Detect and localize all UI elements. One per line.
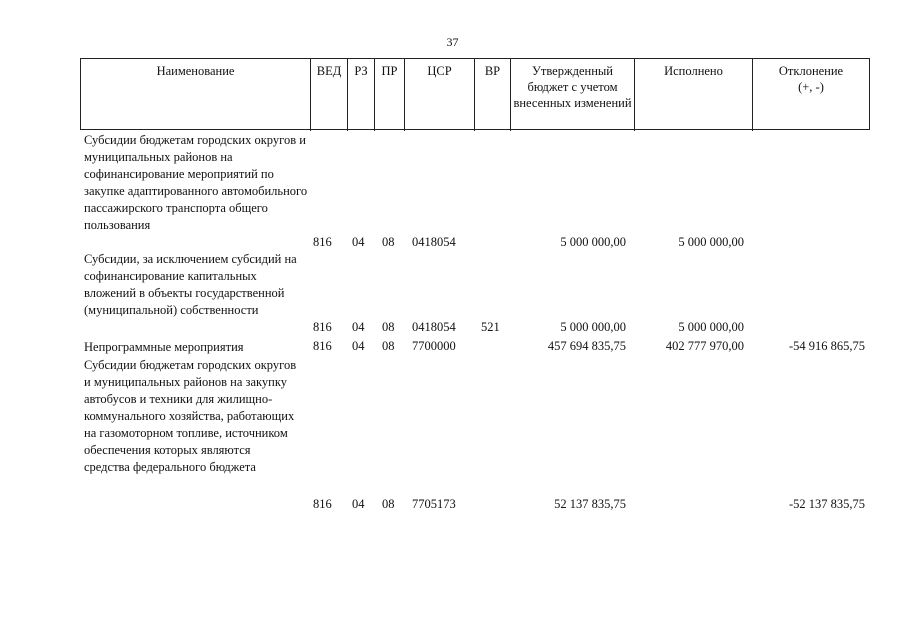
- row-csr: 7700000: [412, 339, 456, 353]
- header-deviation: Отклонение (+, -): [778, 64, 844, 94]
- row-ved: 816: [313, 320, 332, 334]
- row-csr: 0418054: [412, 320, 456, 334]
- row-name: Субсидии бюджетам городских округов и муниципальных районов на софинансирование мероприятий по закупке адаптированного автомобильного пассажирского транспорта общего пользования: [84, 133, 308, 232]
- row-vr: 521: [481, 320, 500, 334]
- header-approved: Утвержденный бюджет с учетом внесенных изменений: [511, 59, 635, 131]
- header-rz: РЗ: [348, 59, 375, 131]
- row-pr: 08: [382, 320, 395, 334]
- header-csr: ЦСР: [405, 59, 475, 131]
- row-executed: 5 000 000,00: [678, 235, 744, 249]
- row-ved: 816: [313, 497, 332, 511]
- table-header: [80, 58, 870, 130]
- row-pr: 08: [382, 339, 395, 353]
- row-name: Субсидии бюджетам городских округов и муниципальных районов на закупку автобусов и техники для жилищно-коммунального хозяйства, работающих на газомоторном топливе, источником обеспечения которых являются средства федерального бюджета: [84, 358, 297, 474]
- header-ved: ВЕД: [311, 59, 348, 131]
- row-deviation: -52 137 835,75: [788, 497, 865, 511]
- row-name: Непрограммные мероприятия: [84, 340, 244, 354]
- row-executed: 5 000 000,00: [678, 320, 744, 334]
- row-pr: 08: [382, 235, 395, 249]
- row-rz: 04: [352, 235, 365, 249]
- row-approved: 52 137 835,75: [554, 497, 626, 511]
- row-approved: 5 000 000,00: [560, 235, 626, 249]
- row-rz: 04: [352, 320, 365, 334]
- row-deviation: -54 916 865,75: [788, 339, 865, 353]
- row-name: Субсидии, за исключением субсидий на софинансирование капитальных вложений в объекты государственной (муниципальной) собственности: [84, 252, 297, 317]
- row-approved: 457 694 835,75: [547, 339, 626, 353]
- header-executed: Исполнено: [635, 59, 753, 131]
- header-pr: ПР: [375, 59, 405, 131]
- header-vr: ВР: [475, 59, 511, 131]
- header-name: Наименование: [81, 59, 311, 131]
- row-executed: 402 777 970,00: [665, 339, 744, 353]
- row-rz: 04: [352, 497, 365, 511]
- row-rz: 04: [352, 339, 365, 353]
- row-ved: 816: [313, 235, 332, 249]
- row-csr: 0418054: [412, 235, 456, 249]
- row-approved: 5 000 000,00: [560, 320, 626, 334]
- row-csr: 7705173: [412, 497, 456, 511]
- page-number: 37: [446, 35, 459, 49]
- row-pr: 08: [382, 497, 395, 511]
- row-ved: 816: [313, 339, 332, 353]
